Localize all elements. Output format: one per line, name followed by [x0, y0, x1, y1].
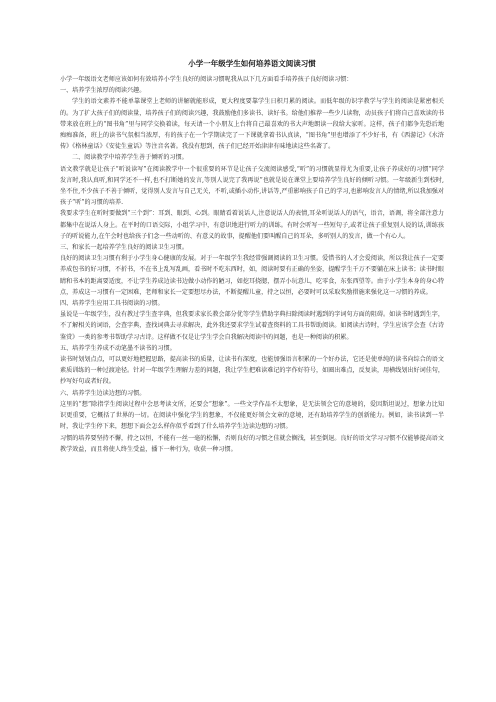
document-title: 小学一年级学生如何培养语文阅读习惯: [188, 59, 316, 68]
document-body: [60, 74, 444, 455]
paragraph: 六、培养学生边读边想的习惯。: [60, 389, 146, 397]
paragraph: 五、培养学生养成不动笔墨不读书的习惯。: [60, 344, 176, 352]
paragraph: 虽说是一年级学生，没有教过学生查字典，但我要求家长教会部分优等学生借助字典扫除阅读时遇到的字词句方面的阻碍。如读书时遇到生字，不了解相关的词语，会查字典，查找词典去寻求解决，此外我还要求学生试着查资料的工具书帮助阅读。如阅读古诗时，学生应该学会查《古诗鉴赏》一类的参考书帮助学习古诗。这样做不仅是让学生学会自我解决阅读中的问题，也是一种阅读的积累。: [60, 311, 444, 341]
paragraph: 良好的阅读卫生习惯有利于小学生身心健康的发展。对于一年级学生我经常强调阅读的卫生习惯。爱惜书的人才会爱阅读，所以我让孩子一定要养成包书的好习惯，不折书，不在书上乱写乱画，看书时不吃东西时，如，阅读时要有正确的坐姿，提醒学生千万不要躺在床上读书；读书时眼睛和书本的距离要适度，不让学生养成边读书边做小动作的陋习，如挖耳挠腮，摆弄小玩意儿，吃零食，东张西望等。由于小学生本身的身心特点，养成这一习惯有一定困难，老师和家长一定要想尽办法，不断提醒儿童，持之以恒，必要时可以采取奖励措施来强化这一习惯的养成。: [60, 255, 444, 296]
paragraph: 四、培养学生应用工具书阅读的习惯。: [60, 300, 164, 308]
paragraph: 读书时划划点点，可以更好地把握思路，提高读书的质量，让读书有深度，也能加强语言积累的一个好办法，它还是使单纯的读书向综合的语文素质训练的一种过渡途径。针对一年级学生理解力差的问题，我让学生把难读难记的字作好符号，如圈出难点，反复读，用横线划出好词佳句，抄写好句或者好段。: [60, 356, 444, 386]
paragraph: 语文教学就是让孩子“听说读写”在阅读教学中一个很重要的环节是让孩子交流阅读感受,“听”的习惯就显得尤为重要,让孩子养成好的习惯“同学发言时,我认真听,和同学还不一样,也不打断她的发言,等别人说完了我再说”也就是说在课堂上要培养学生良好的倾听习惯。一年级新生到校时,坐不住,不少孩子不善于倾听，觉得别人发言与自己无关，不听,或插小动作,讲话等,严重影响孩子自己的学习,也影响发言人的情绪,所以我加强对孩子“听”的习惯的培养.: [60, 165, 444, 207]
paragraph: 学生的语文素养不能单靠课堂上老师的讲解就能形成，更大程度要靠学生日积月累的阅读。而低年级的识字教学与学生的阅读是紧密相关的。为了扩大孩子们的阅读量，培养孩子们的阅读兴趣，我鼓励他们多读书、读好书。给他们推荐一些少儿读物，动员孩子们将自己喜欢读的书带来放在班上的“图书角”里与同学交换着读，每天请一个小朋友上台将自己最喜欢的书大声地朗读一段给大家听。这样，孩子们都争先恐后地痴痴准备，班上的读书气氛相当浓厚，有的孩子在一个学期读完了一下课就拿着书认真读，“图书角”里也增添了不少好书，有《西游记》《水浒传》《格林童话》《安徒生童话》等注音名著。我没有想到，孩子们已经开始津津有味地读这些名著了。: [60, 98, 444, 151]
paragraph: 这里的“想”除指学生阅读过程中会思考读文所，还要会“想象”。一些文学作品不太想象，是无法领会它的意境的，爱因斯坦说过，想象力比知识更重要，它概括了世界的一切。在阅读中强化学生的想象，不仅能更好领会文章的意境，还有助培养学生的创新能力。例如，读书读到一半时，我让学生停下来，想想下面会怎么样你似乎看到了什么培养学生边读边想的习惯。: [60, 400, 444, 431]
paragraph: 我要求学生在听时要做到“三个到”：耳到、眼到、心到。眼睛看着说话人,注意说话人的表情,耳朵听说话人的语气，语音，语调，将全部注意力都集中在说话人身上。在平时的口语交际，小组学习中，有意识地进行听力的训练。有时会听写一些短句子,或者让孩子重复别人说的话,训练孩子的听说能力,在午会时也给孩子们念一些动听的、有意义的故事，提醒他们要叫醒自己的耳朵，多听别人的发言，做一个有心人。: [60, 210, 444, 240]
paragraph: 一、培养学生浓厚的阅读兴趣。: [60, 87, 146, 95]
paragraph: 三、和家长一起培养学生良好的阅读卫生习惯。: [60, 244, 188, 252]
paragraph: 二、阅读教学中培养学生善于倾听的习惯。: [72, 154, 188, 162]
paragraph: 习惯的培养要坚持不懈，持之以恒，不能有一丝一毫的松懈，否则良好的习惯之佳就会搁浅，甚至倒退。良好的语文学习习惯不仅能够提高语文教学效益，而且将使人终生受益，播下一种行为，收获一种习惯。: [60, 434, 444, 453]
paragraph: 小学一年级语文老师应该如何有效培养小学生良好的阅读习惯呢我从以下几方面看手培养孩子良好阅读习惯：: [60, 76, 353, 83]
